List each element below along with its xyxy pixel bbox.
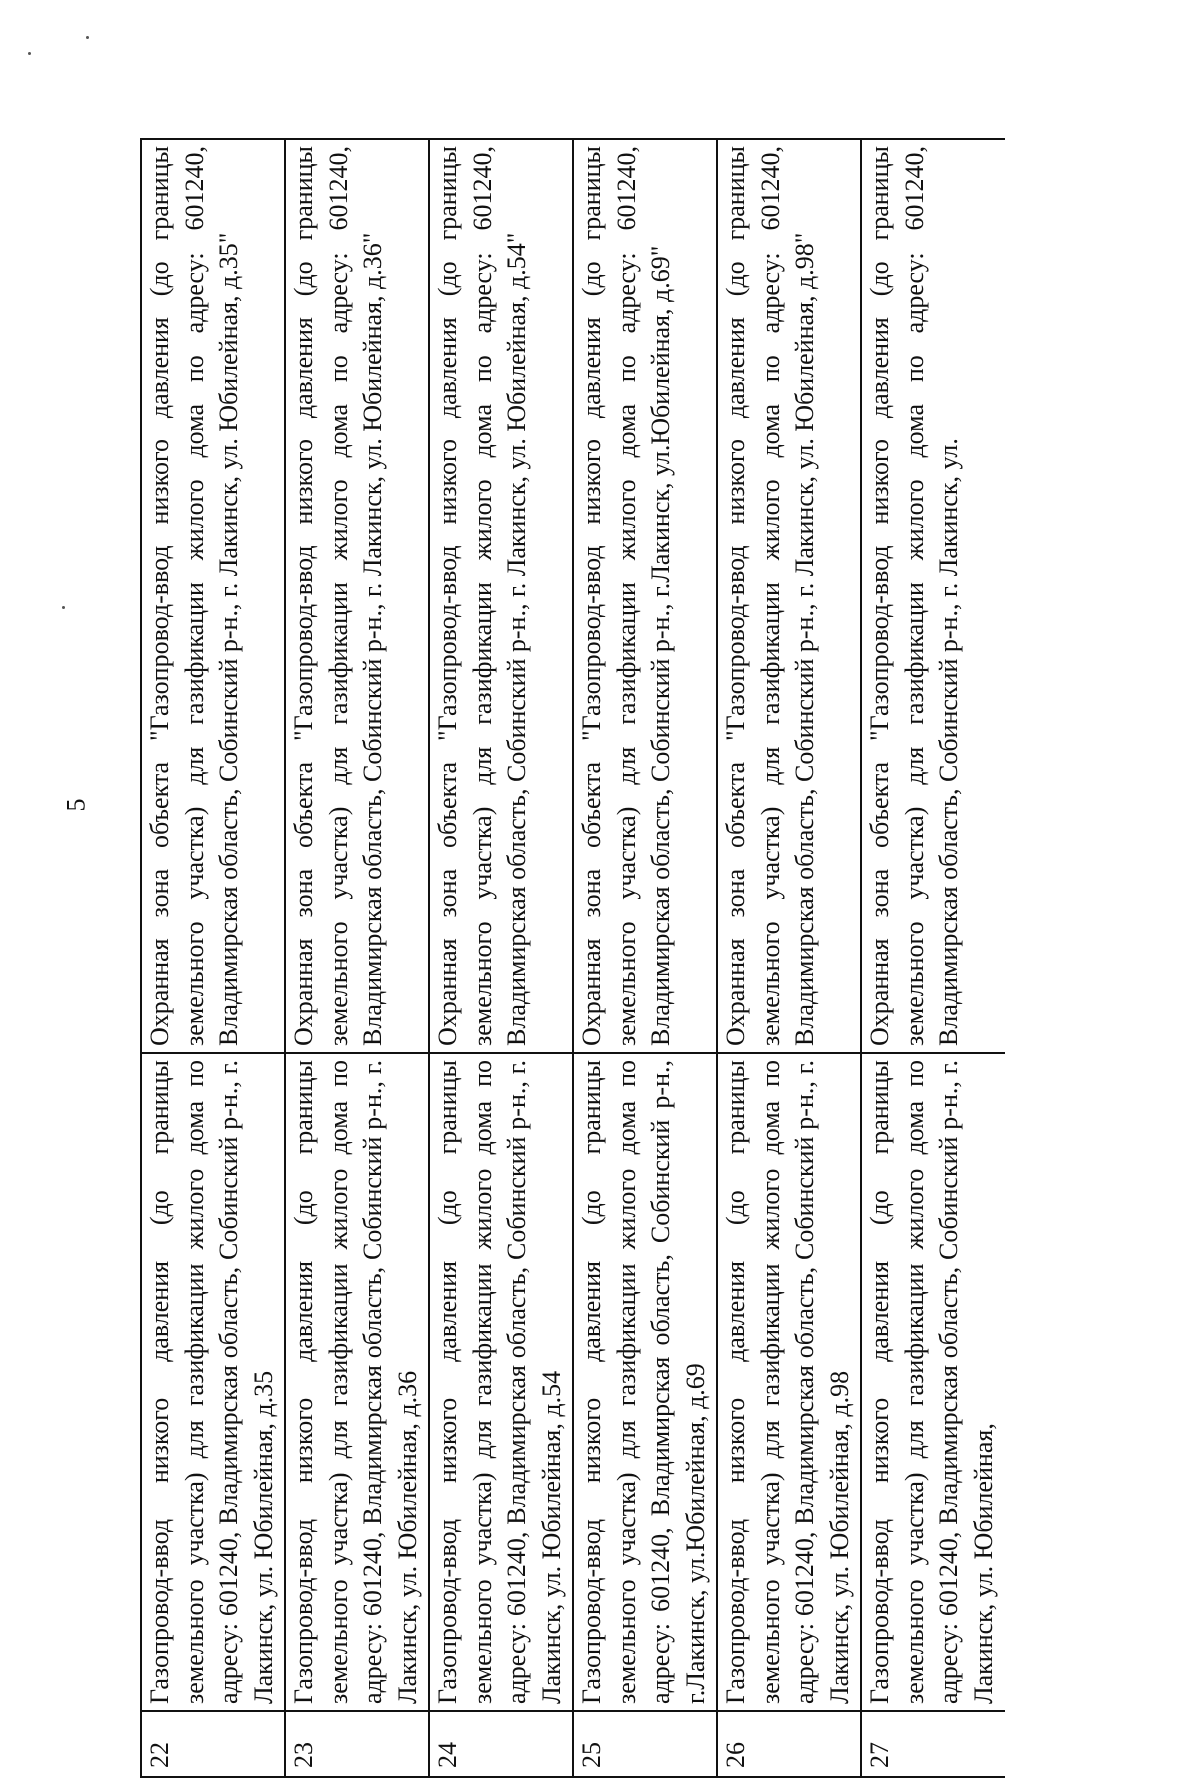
protection-zone-cell: Охранная зона объекта "Газопровод-ввод низкого давления (до границы земельного участка) для газификации жилого дома по адресу: 601240, Владимирская область, Собинский р-н., г. Лакинск, ул. Юбилейная, д.54" (429, 139, 573, 1053)
object-name-cell: Газопровод-ввод низкого давления (до границы земельного участка) для газификации жилого дома по адресу: 601240, Владимирская область, Собинский р-н., г. Лакинск, ул. Юбилейная, д.35 (141, 1053, 285, 1711)
table-row (861, 139, 1005, 1777)
rotated-table-wrapper (140, 140, 1020, 1778)
table-row (717, 139, 861, 1777)
table-body (141, 139, 1005, 1777)
row-number: 26 (717, 1711, 861, 1777)
row-number: 22 (141, 1711, 285, 1777)
row-number: 27 (861, 1711, 1005, 1777)
scan-speck (86, 36, 89, 39)
row-number: 25 (573, 1711, 717, 1777)
table-row (141, 139, 285, 1777)
row-number: 23 (285, 1711, 429, 1777)
scan-speck (62, 606, 65, 609)
object-name-cell: Газопровод-ввод низкого давления (до границы земельного участка) для газификации жилого дома по адресу: 601240, Владимирская область, Собинский р-н., г.Лакинск, ул.Юбилейная, д.69 (573, 1053, 717, 1711)
object-name-cell: Газопровод-ввод низкого давления (до границы земельного участка) для газификации жилого дома по адресу: 601240, Владимирская область, Собинский р-н., г. Лакинск, ул. Юбилейная, д.98 (717, 1053, 861, 1711)
protection-zone-cell: Охранная зона объекта "Газопровод-ввод низкого давления (до границы земельного участка) для газификации жилого дома по адресу: 601240, Владимирская область, Собинский р-н., г. Лакинск, ул. Юбилейная, д.36" (285, 139, 429, 1053)
object-name-cell: Газопровод-ввод низкого давления (до границы земельного участка) для газификации жилого дома по адресу: 601240, Владимирская область, Собинский р-н., г. Лакинск, ул. Юбилейная, д.36 (285, 1053, 429, 1711)
protection-zone-cell: Охранная зона объекта "Газопровод-ввод низкого давления (до границы земельного участка) для газификации жилого дома по адресу: 601240, Владимирская область, Собинский р-н., г.Лакинск, ул.Юбилейная, д.69" (573, 139, 717, 1053)
scan-speck (28, 52, 31, 55)
protection-zone-cell: Охранная зона объекта "Газопровод-ввод низкого давления (до границы земельного участка) для газификации жилого дома по адресу: 601240, Владимирская область, Собинский р-н., г. Лакинск, ул. (861, 139, 1005, 1053)
object-name-cell: Газопровод-ввод низкого давления (до границы земельного участка) для газификации жилого дома по адресу: 601240, Владимирская область, Собинский р-н., г. Лакинск, ул. Юбилейная, д.54 (429, 1053, 573, 1711)
table-row (429, 139, 573, 1777)
object-name-cell: Газопровод-ввод низкого давления (до границы земельного участка) для газификации жилого дома по адресу: 601240, Владимирская область, Собинский р-н., г. Лакинск, ул. Юбилейная, (861, 1053, 1005, 1711)
objects-table (140, 138, 1005, 1778)
table-row (573, 139, 717, 1777)
page-number: 5 (61, 798, 91, 812)
protection-zone-cell: Охранная зона объекта "Газопровод-ввод низкого давления (до границы земельного участка) для газификации жилого дома по адресу: 601240, Владимирская область, Собинский р-н., г. Лакинск, ул. Юбилейная, д.98" (717, 139, 861, 1053)
protection-zone-cell: Охранная зона объекта "Газопровод-ввод низкого давления (до границы земельного участка) для газификации жилого дома по адресу: 601240, Владимирская область, Собинский р-н., г. Лакинск, ул. Юбилейная, д.35" (141, 139, 285, 1053)
table-row (285, 139, 429, 1777)
row-number: 24 (429, 1711, 573, 1777)
